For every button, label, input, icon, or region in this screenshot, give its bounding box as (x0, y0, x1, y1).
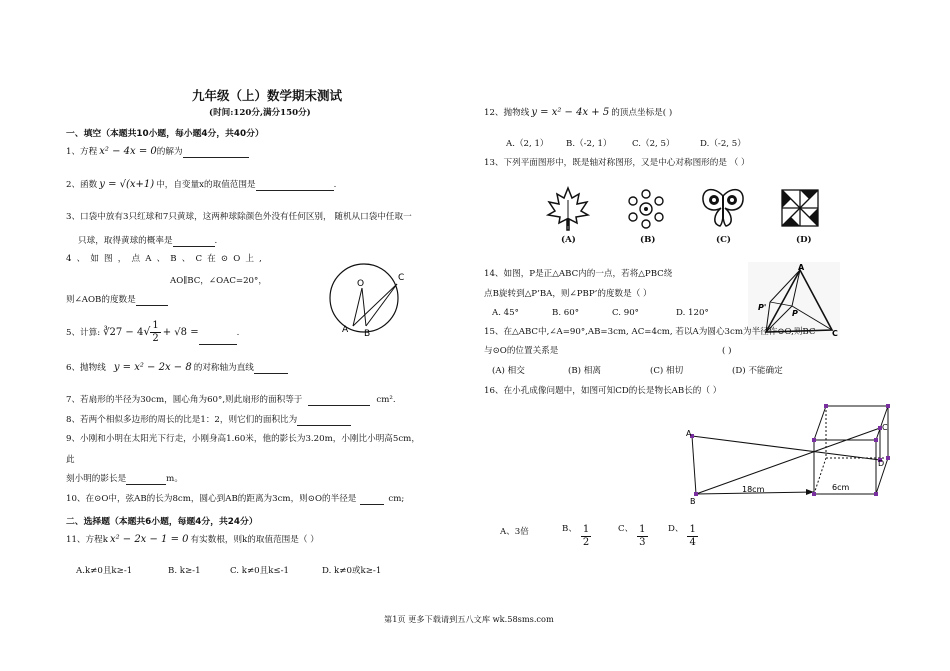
question-9-line1: 9、小刚和小明在太阳光下行走，小刚身高1.60米，他的影长为3.20m，小刚比小明高5cm， (66, 434, 420, 444)
q7-text: 7、若扇形的半径为30cm，圆心角为60°,则此扇形的面积等于 (66, 395, 303, 405)
page-title: 九年级（上）数学期末测试 (192, 88, 343, 103)
q10-answer-blank[interactable] (360, 494, 384, 505)
question-3-line1: 3、口袋中放有3只红球和7只黄球，这两种球除颜色外没有任何区别， 随机从口袋中任取一 (66, 212, 412, 222)
question-1 (66, 146, 249, 158)
q13-label-d: (D) (796, 235, 812, 245)
q12-option-a[interactable]: A.（2, 1） (506, 139, 549, 149)
q15-option-a[interactable]: (A) 相交 (492, 366, 525, 376)
q13-label-a: (A) (561, 235, 576, 245)
q16-option-d[interactable] (668, 524, 698, 549)
q13-label-c: (C) (716, 235, 731, 245)
q4-text: 则∠AOB的度数是 (66, 295, 136, 305)
pinhole-distance-18cm: 18cm (742, 485, 765, 494)
q12-option-d[interactable]: D.（-2, 5） (700, 139, 746, 149)
section1-heading: 一、填空（本题共10小题，每小题4分，共40分） (66, 129, 264, 139)
q5-answer-blank[interactable] (199, 334, 237, 345)
q9-text: 刻小明的影长是 (66, 474, 127, 484)
q16-option-b[interactable] (562, 524, 591, 549)
q16-option-d-label: D、 (668, 524, 684, 534)
q15-option-c[interactable]: (C) 相切 (650, 366, 684, 376)
q16-option-a[interactable]: A、3倍 (500, 527, 529, 537)
q12-suffix: 的顶点坐标是( ) (611, 108, 673, 118)
circle-label-c: C (398, 273, 405, 283)
question-9-line2: 此 (66, 455, 75, 465)
q1-answer-blank[interactable] (183, 147, 249, 158)
q12-option-b[interactable]: B.（-2, 1） (566, 139, 612, 149)
q13-figure-c-butterfly[interactable] (700, 186, 746, 230)
pinhole-label-a: A (686, 429, 692, 438)
q12-prefix: 12、抛物线 (484, 108, 530, 118)
q2-function: y = √(x+1) (99, 179, 155, 190)
question-6 (66, 362, 288, 374)
q11-option-b[interactable]: B. k≥-1 (168, 566, 201, 576)
q10-unit: cm; (388, 494, 405, 504)
q10-text: 10、在⊙O中，弦AB的长为8cm，圆心到AB的距离为3cm，则⊙O的半径是 (66, 494, 357, 504)
q6-prefix: 6、抛物线 (66, 363, 106, 373)
q12-parabola: y = x² − 4x + 5 (531, 107, 610, 118)
question-7 (66, 395, 396, 406)
q5-expr-a: ∛27 − 4 (103, 327, 144, 338)
q16-pinhole-figure (680, 396, 906, 508)
question-14-line2: 点B旋转到△P’BA，则∠PBP’的度数是（ ） (484, 289, 652, 299)
question-4-line2: AO∥BC，∠OAC=20°， (170, 276, 267, 286)
q6-suffix: 的对称轴为直线 (193, 363, 254, 373)
circle-label-o: O (357, 279, 365, 289)
q14-option-d[interactable]: D. 120° (676, 308, 709, 318)
q14-option-a[interactable]: A. 45° (492, 308, 519, 318)
question-12 (484, 107, 672, 119)
q2-prefix: 2、函数 (66, 180, 98, 190)
q8-text: 8、若两个相似多边形的周长的比是1：2，则它们的面积比为 (66, 415, 298, 425)
question-14-line1: 14、如图，P是正△ABC内的一点，若将△PBC绕 (484, 269, 673, 279)
q7-answer-blank[interactable] (308, 395, 370, 406)
q9-unit: m。 (166, 474, 183, 484)
q13-figure-b-snowflake[interactable] (626, 188, 666, 230)
page-footer: 第1页 更多下载请到五八文库 wk.58sms.com (384, 614, 554, 624)
triangle-label-c: C (832, 329, 838, 338)
q13-figure-d-pinwheel[interactable] (780, 188, 820, 228)
q11-equation: x² − 2x − 1 = 0 (109, 534, 189, 545)
question-10 (66, 494, 404, 505)
q1-prefix: 1、方程 (66, 147, 98, 157)
q16-option-b-label: B、 (562, 524, 577, 534)
question-2: 2、函数 y = √(x+1) 中，自变量x的取值范围是 . (66, 179, 337, 190)
q15-option-b[interactable]: (B) 相离 (568, 366, 601, 376)
question-5: 5、计算: ∛27 − 4√ $\frac{1}{2}$ + √8 = . (66, 320, 240, 344)
question-16: 16、在小孔成像问题中，如图可知CD的长是物长AB长的（ ） (484, 386, 722, 396)
q12-option-c[interactable]: C.（2, 5） (632, 139, 675, 149)
question-9-line3 (66, 474, 183, 485)
q9-answer-blank[interactable] (126, 474, 166, 485)
q11-prefix: 11、方程k (66, 535, 108, 545)
q7-unit: cm². (376, 395, 396, 405)
q15-answer-paren[interactable]: ( ) (722, 346, 732, 356)
pinhole-label-b: B (690, 497, 696, 506)
pinhole-label-d: D (878, 459, 885, 468)
q5-fraction: $\frac{1}{2}$ (152, 320, 159, 344)
q1-suffix: 的解为 (156, 147, 183, 157)
q8-answer-blank[interactable] (297, 415, 351, 426)
q15-option-d[interactable]: (D) 不能确定 (732, 366, 783, 376)
question-13: 13、下列平面图形中，既是轴对称图形，又是中心对称图形的是 （ ） (484, 158, 750, 168)
q16-option-c[interactable] (618, 524, 648, 549)
q13-label-b: (B) (640, 235, 656, 245)
q11-suffix: 有实数根，则k的取值范围是（ ） (190, 535, 319, 545)
q11-option-c[interactable]: C. k≠0且k≤-1 (230, 566, 289, 576)
q6-answer-blank[interactable] (254, 363, 288, 374)
question-15-line2: 与⊙O的位置关系是 (484, 346, 559, 356)
question-3-line2: 只球，取得黄球的概率是 . (78, 236, 218, 246)
circle-figure (320, 260, 412, 344)
pinhole-distance-6cm: 6cm (832, 483, 850, 492)
q16-option-c-label: C、 (618, 524, 634, 534)
q14-option-b[interactable]: B. 60° (552, 308, 580, 318)
q11-option-d[interactable]: D. k≠0或k≥-1 (322, 566, 382, 576)
q1-equation: x² − 4x = 0 (99, 146, 157, 157)
q11-option-a[interactable]: A.k≠0且k≥-1 (76, 566, 133, 576)
circle-label-a: A (342, 325, 349, 335)
q3-text: 只球，取得黄球的概率是 (78, 236, 173, 246)
q4-answer-blank[interactable] (136, 295, 168, 306)
q5-expr-b: + √8 = (162, 327, 199, 338)
circle-label-b: B (364, 329, 371, 339)
q2-suffix: 中，自变量x的取值范围是 (156, 180, 256, 190)
triangle-label-a: A (798, 263, 805, 272)
question-11 (66, 534, 319, 546)
q14-option-c[interactable]: C. 90° (612, 308, 639, 318)
q13-figure-a-maple-leaf[interactable] (546, 186, 590, 232)
question-15-line1: 15、在△ABC中,∠A=90°,AB=3cm, AC=4cm, 若以A为圆心3cm为半径作⊙O,则BC (484, 327, 816, 337)
pinhole-label-c: C (882, 423, 888, 432)
q6-parabola: y = x² − 2x − 8 (113, 362, 192, 373)
page-subtitle: (时间:120分,满分150分) (209, 108, 311, 118)
question-4-line3 (66, 295, 168, 306)
triangle-label-p: P (792, 309, 798, 318)
q2-answer-blank[interactable] (256, 180, 334, 191)
q3-answer-blank[interactable] (173, 236, 215, 247)
q5-prefix: 5、计算: (66, 328, 101, 338)
question-8 (66, 415, 351, 426)
triangle-label-pp: P' (758, 303, 767, 312)
q16-fraction-b: $\frac{1}{2}$ (582, 524, 590, 548)
section2-heading: 二、选择题（本题共6小题，每题4分，共24分） (66, 517, 258, 527)
q16-fraction-d: $\frac{1}{4}$ (689, 524, 696, 548)
question-4-line1: 4 、 如 图 ， 点 A 、 B 、 C 在 ⊙ O 上 , (66, 254, 264, 264)
q16-fraction-c: $\frac{1}{3}$ (639, 524, 646, 548)
